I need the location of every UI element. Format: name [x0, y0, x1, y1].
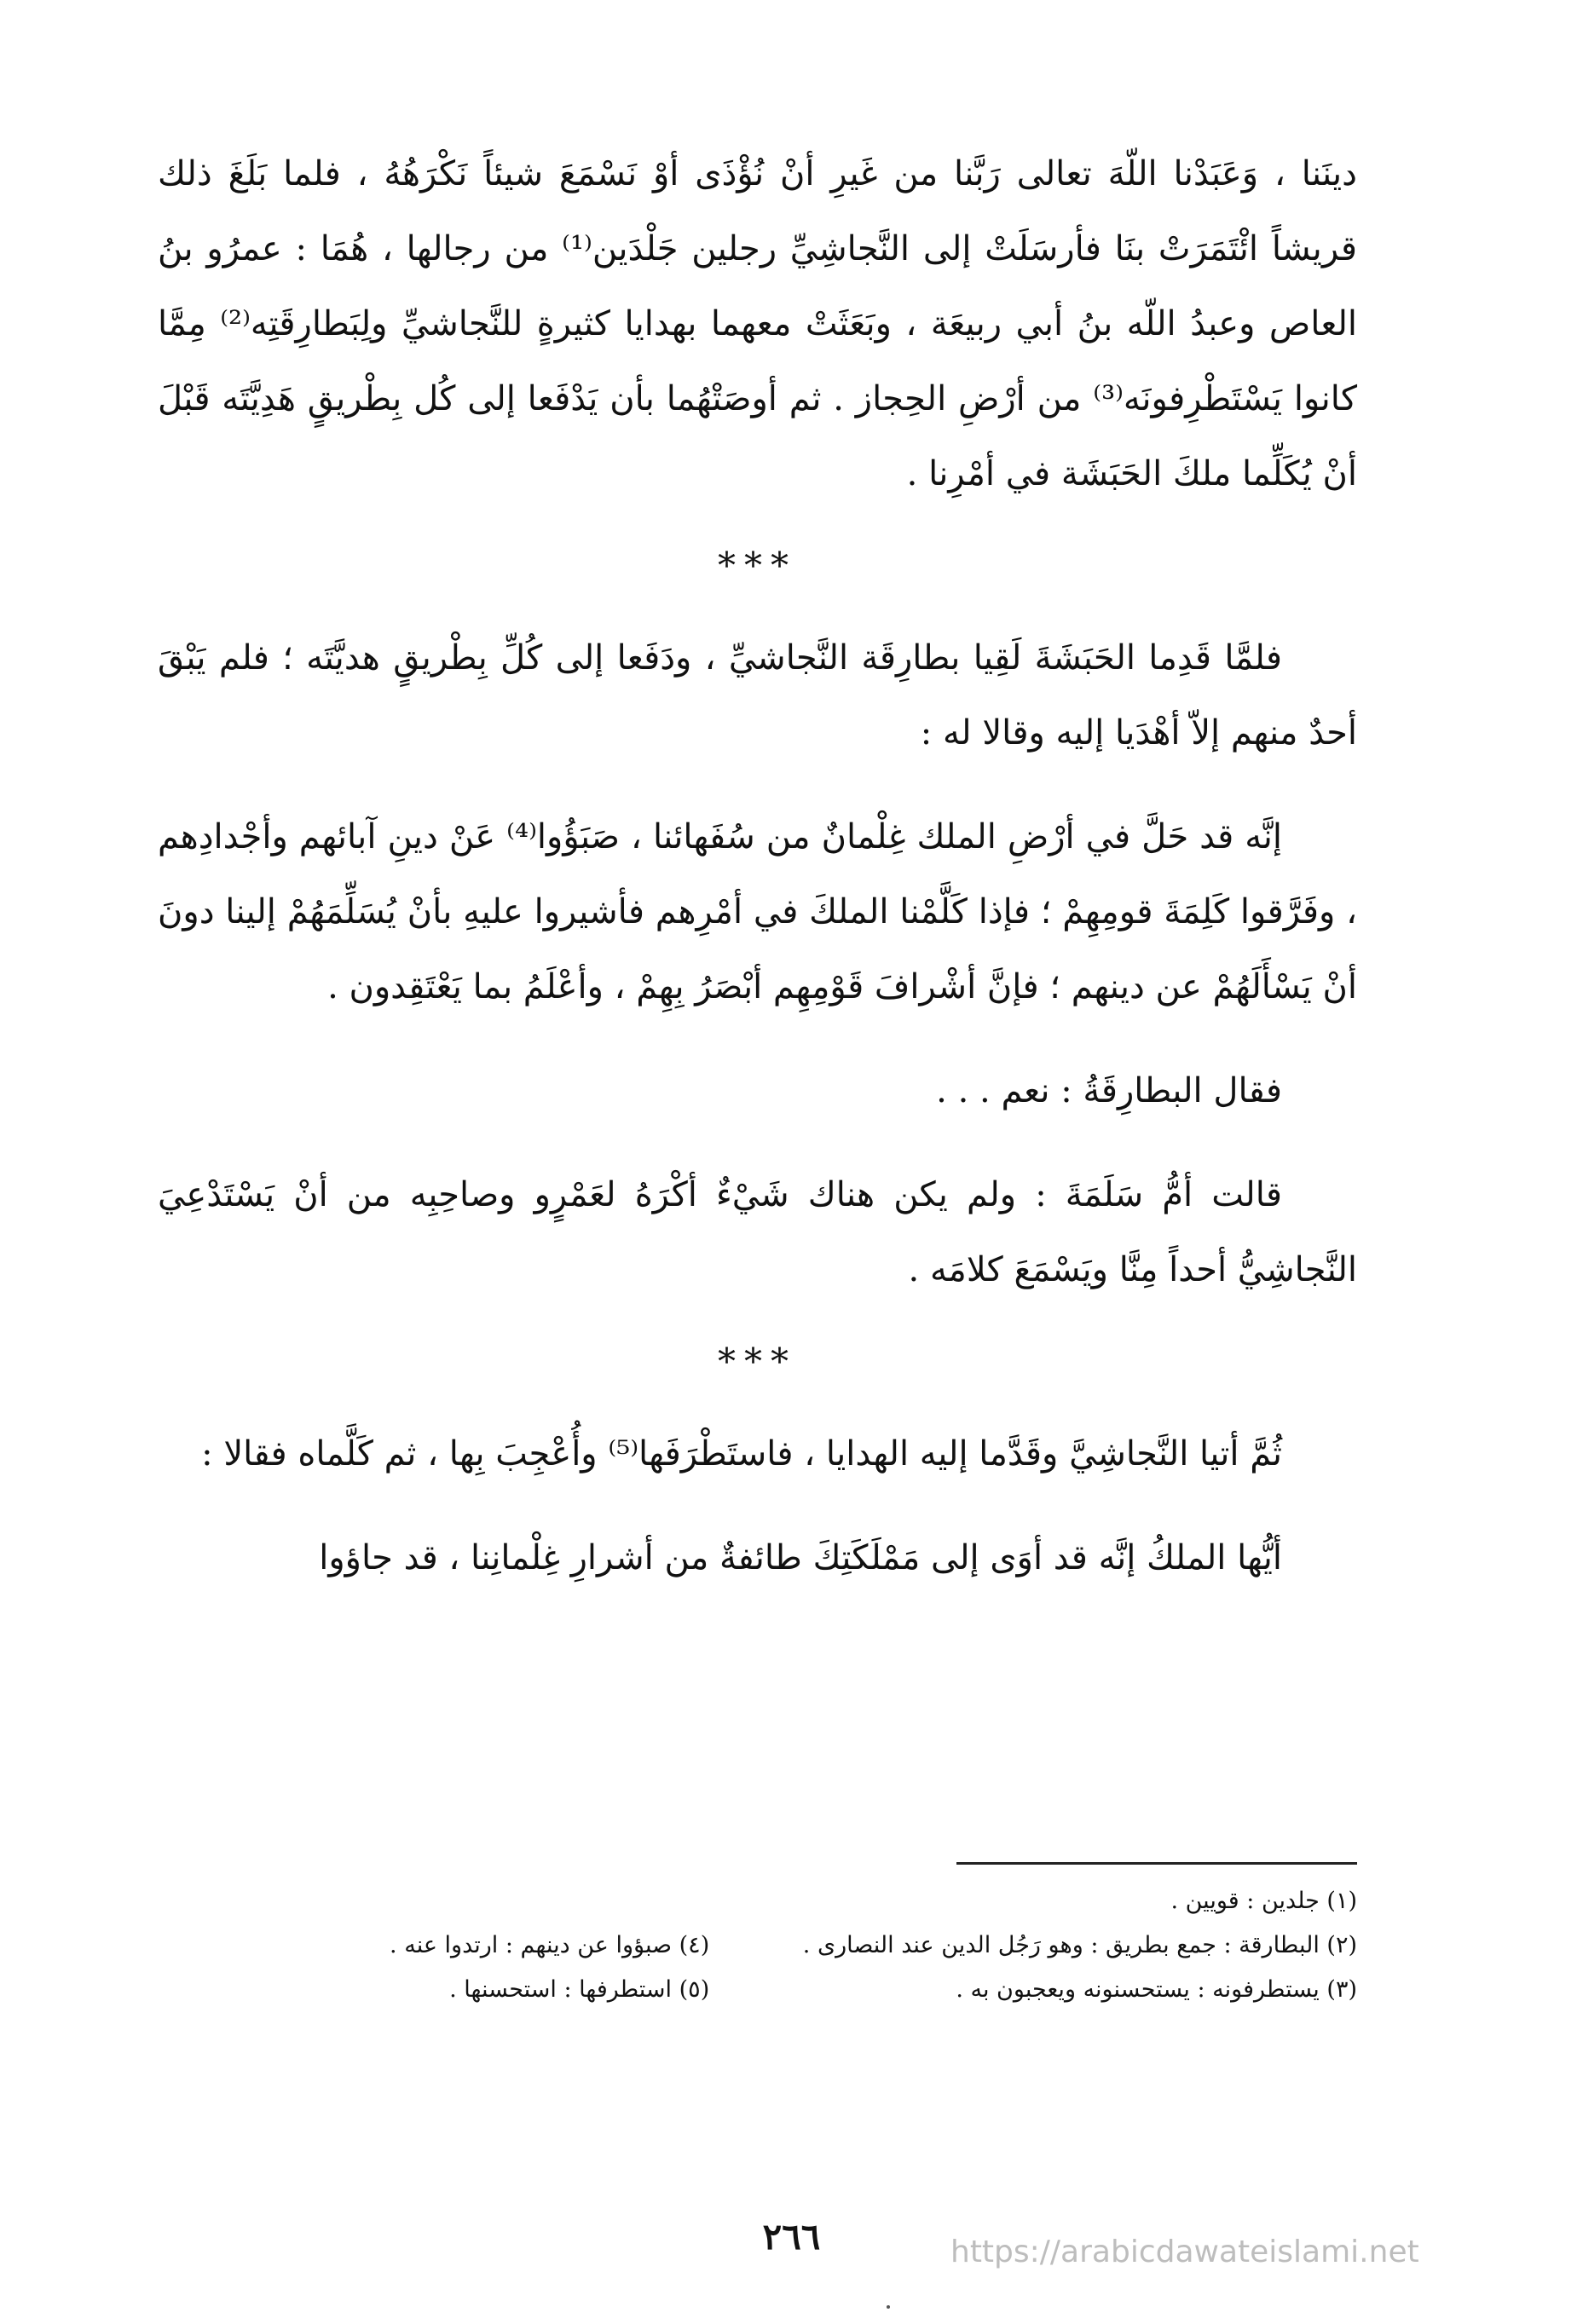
main-text	[158, 136, 1357, 1624]
footnote-5: (٥) استطرفها : استحسنها .	[449, 1976, 710, 2003]
paragraph-1: دينَنا ، وَعَبَدْنا اللّهَ تعالى رَبَّنا من غَيرِ أنْ نُؤْذَى أوْ نَسْمَعَ شيئاً نَكْرَهُهُ ، فلما بَلَغَ ذلك قريشاً ائْتَمَرَتْ بنَا فأرسَلَتْ إلى النَّجاشِيِّ رجلين جَلْدَين⁽¹⁾ من رجالها ، هُمَا : عمرُو بنُ العاص وعبدُ اللّه بنُ أبي ربيعَة ، وبَعَثَتْ معهما بهدايا كثيرةٍ للنَّجاشيِّ ولِبَطارِقَتِه⁽²⁾ مِمَّا كانوا يَسْتَطْرِفونَه⁽³⁾ من أرْضِ الحِجاز . ثم أوصَتْهُما بأن يَدْفَعا إلى كُل بِطْريقٍ هَدِيَّتَه قَبْلَ أنْ يُكَلِّما ملكَ الحَبَشَة في أمْرِنا .	[158, 154, 1358, 493]
footnote-4: (٤) صبؤوا عن دينهم : ارتدوا عنه .	[390, 1932, 710, 1958]
page-number: ٢٦٦	[762, 2216, 821, 2258]
watermark-url: https://arabicdawateislami.net	[950, 2235, 1419, 2269]
scan-speck	[887, 2305, 890, 2309]
section-separator-1: ***	[718, 545, 797, 586]
footnote-row-3	[158, 1968, 1357, 2012]
section-separator-2: ***	[718, 1341, 797, 1382]
paragraph-6: ثُمَّ أتيا النَّجاشِيَّ وقَدَّما إليه الهدايا ، فاستَطْرَفَها⁽⁵⁾ وأُعْجِبَ بِها ، ثم كَلَّماه فقالا :	[201, 1434, 1282, 1473]
footnote-row-2	[158, 1923, 1357, 1968]
paragraph-2: فلمَّا قَدِما الحَبَشَةَ لَقِيا بطارِقَة النَّجاشيِّ ، ودَفَعا إلى كُلِّ بِطْريقٍ هديَّتَه ؛ فلم يَبْقَ أحدٌ منهم إلاّ أهْدَيا إليه وقالا له :	[158, 638, 1357, 753]
footnote-divider	[956, 1862, 1357, 1865]
footnote-row-1	[158, 1879, 1357, 1923]
footnote-empty	[158, 1879, 709, 1923]
footnote-1: (١) جلدين : قويين .	[1170, 1888, 1357, 1914]
paragraph-5: قالت أمُّ سَلَمَةَ : ولم يكن هناك شَيْءٌ أكْرَهُ لعَمْرٍو وصاحِبِه من أنْ يَسْتَدْعِيَ النَّجاشِيُّ أحداً مِنَّا ويَسْمَعَ كلامَه .	[158, 1175, 1357, 1289]
footnote-2: (٢) البطارقة : جمع بطريق : وهو رَجُل الدين عند النصارى .	[802, 1932, 1357, 1958]
paragraph-7: أيُّها الملكُ إنَّه قد أوَى إلى مَمْلَكَتِكَ طائفةٌ من أشرارِ غِلْمانِنا ، قد جاؤوا	[319, 1538, 1282, 1577]
footnotes	[158, 1879, 1357, 2012]
footnote-3: (٣) يستطرفونه : يستحسنونه ويعجبون به .	[956, 1976, 1357, 2003]
paragraph-4: فقال البطارِقَةُ : نعم . . .	[936, 1071, 1282, 1110]
paragraph-3: إنَّه قد حَلَّ في أرْضِ الملك غِلْمانٌ من سُفَهائنا ، صَبَؤُوا⁽⁴⁾ عَنْ دينِ آبائهم وأجْدادِهم ، وفَرَّقوا كَلِمَةَ قومِهِمْ ؛ فإذا كَلَّمْنا الملكَ في أمْرِهم فأشيروا عليهِ بأنْ يُسَلِّمَهُمْ إلينا دونَ أنْ يَسْأَلَهُمْ عن دينهم ؛ فإنَّ أشْرافَ قَوْمِهِم أبْصَرُ بِهِمْ ، وأعْلَمُ بما يَعْتَقِدون .	[158, 817, 1357, 1006]
